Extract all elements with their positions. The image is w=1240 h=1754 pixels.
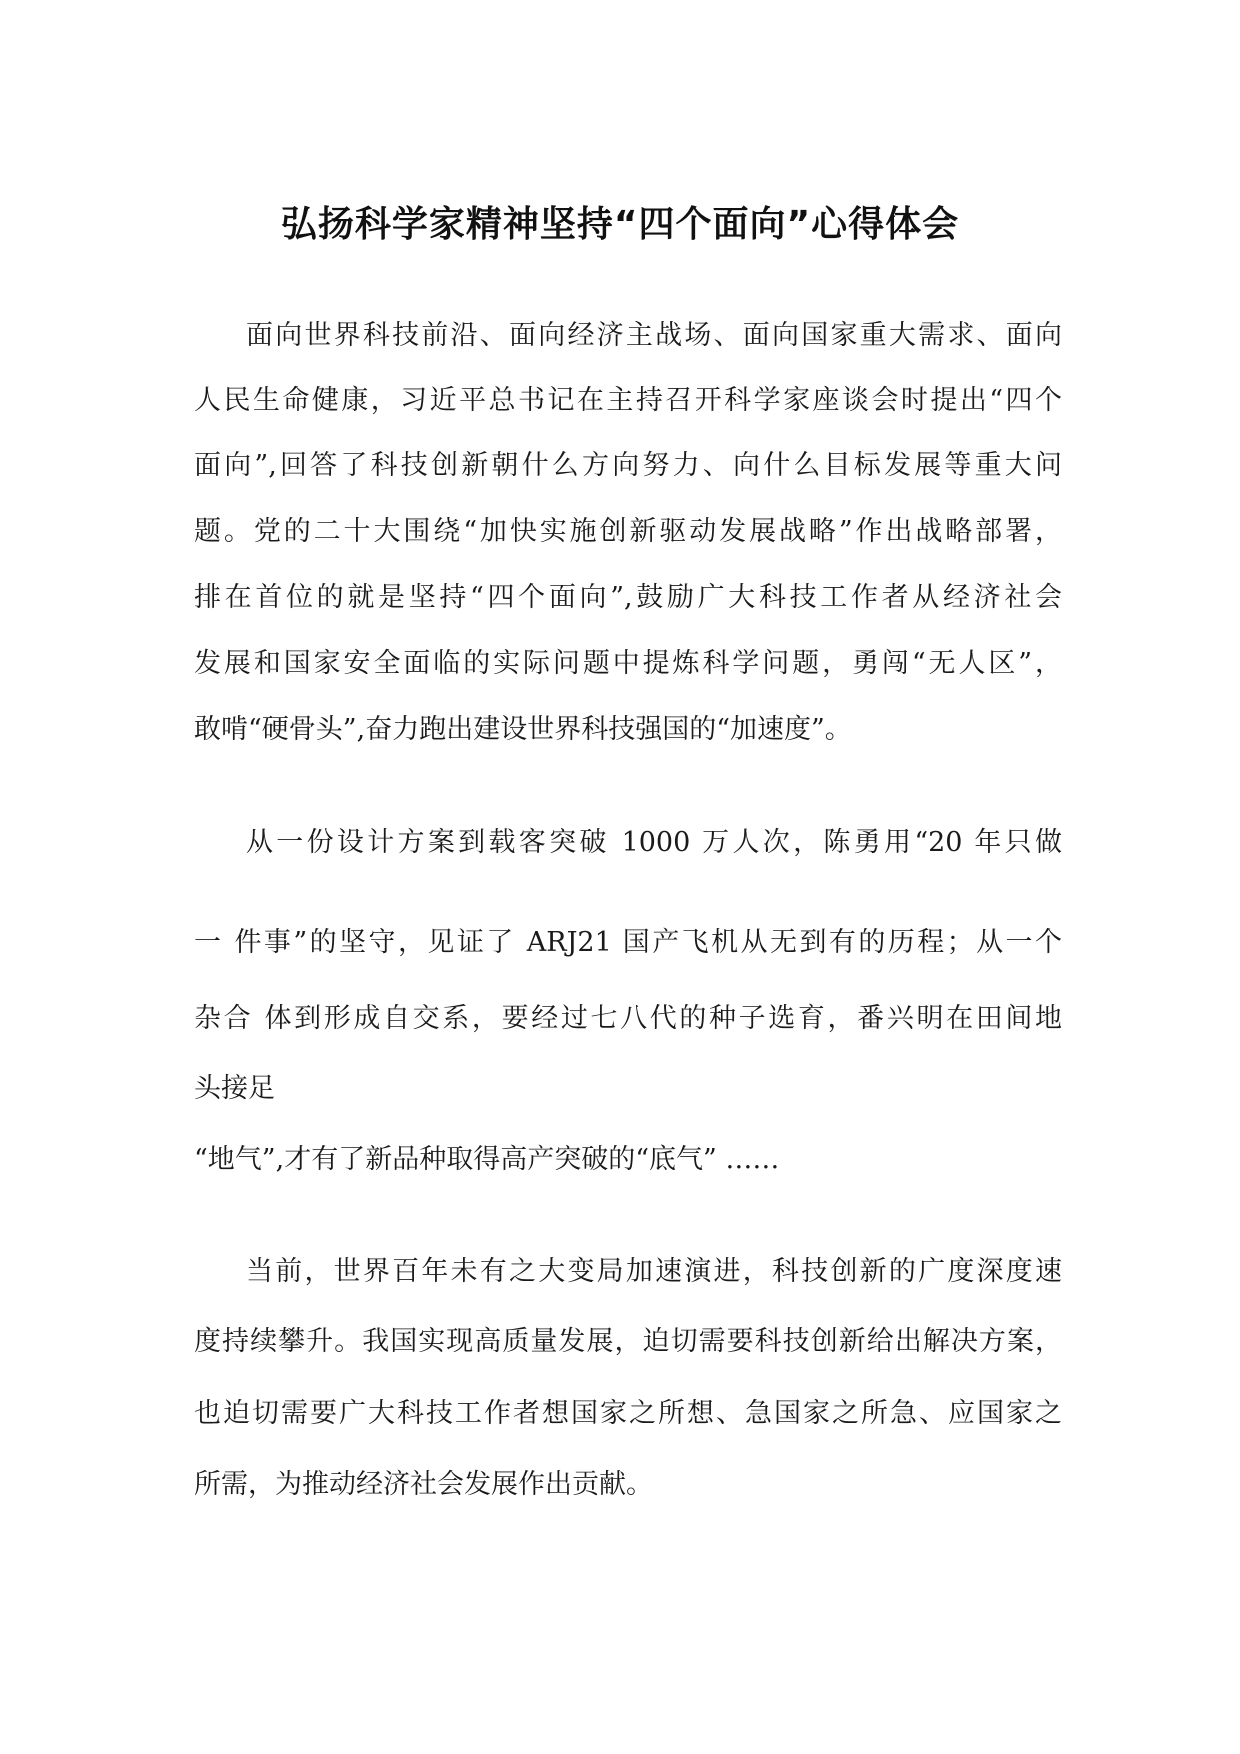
paragraph-1-line-7: 敢啃“硬骨头”,奋力跑出建设世界科技强国的“加速度”。 (194, 714, 852, 745)
paragraph-2-line-2: 一 件事”的坚守，见证了 ARJ21 国产飞机从无到有的历程；从一个 (194, 927, 1062, 958)
paragraph-3-line-1: 当前，世界百年未有之大变局加速演进，科技创新的广度深度速 (246, 1256, 1062, 1287)
paragraph-2-line-3: 杂合 体到形成自交系，要经过七八代的种子选育，番兴明在田间地 (194, 1003, 1062, 1034)
paragraph-1-line-6: 发展和国家安全面临的实际问题中提炼科学问题，勇闯“无人区”， (194, 648, 1062, 679)
paragraph-3-line-4: 所需，为推动经济社会发展作出贡献。 (194, 1469, 653, 1500)
paragraph-2-line-5: “地气”,才有了新品种取得高产突破的“底气” …… (194, 1144, 780, 1175)
paragraph-2-line-4: 头接足 (194, 1073, 275, 1104)
paragraph-1-line-3: 面向”,回答了科技创新朝什么方向努力、向什么目标发展等重大问 (194, 450, 1062, 481)
document-title: 弘扬科学家精神坚持“四个面向”心得体会 (280, 204, 960, 245)
paragraph-1-line-2: 人民生命健康，习近平总书记在主持召开科学家座谈会时提出“四个 (194, 385, 1062, 416)
paragraph-1-line-4: 题。党的二十大围绕“加快实施创新驱动发展战略”作出战略部署， (194, 516, 1062, 547)
paragraph-2-line-1: 从一份设计方案到载客突破 1000 万人次，陈勇用“20 年只做 (246, 827, 1062, 858)
paragraph-3-line-3: 也迫切需要广大科技工作者想国家之所想、急国家之所急、应国家之 (194, 1398, 1062, 1429)
paragraph-1-line-5: 排在首位的就是坚持“四个面向”,鼓励广大科技工作者从经济社会 (194, 582, 1062, 613)
paragraph-1-line-1: 面向世界科技前沿、面向经济主战场、面向国家重大需求、面向 (246, 320, 1062, 351)
paragraph-3-line-2: 度持续攀升。我国实现高质量发展，迫切需要科技创新给出解决方案， (194, 1326, 1062, 1357)
